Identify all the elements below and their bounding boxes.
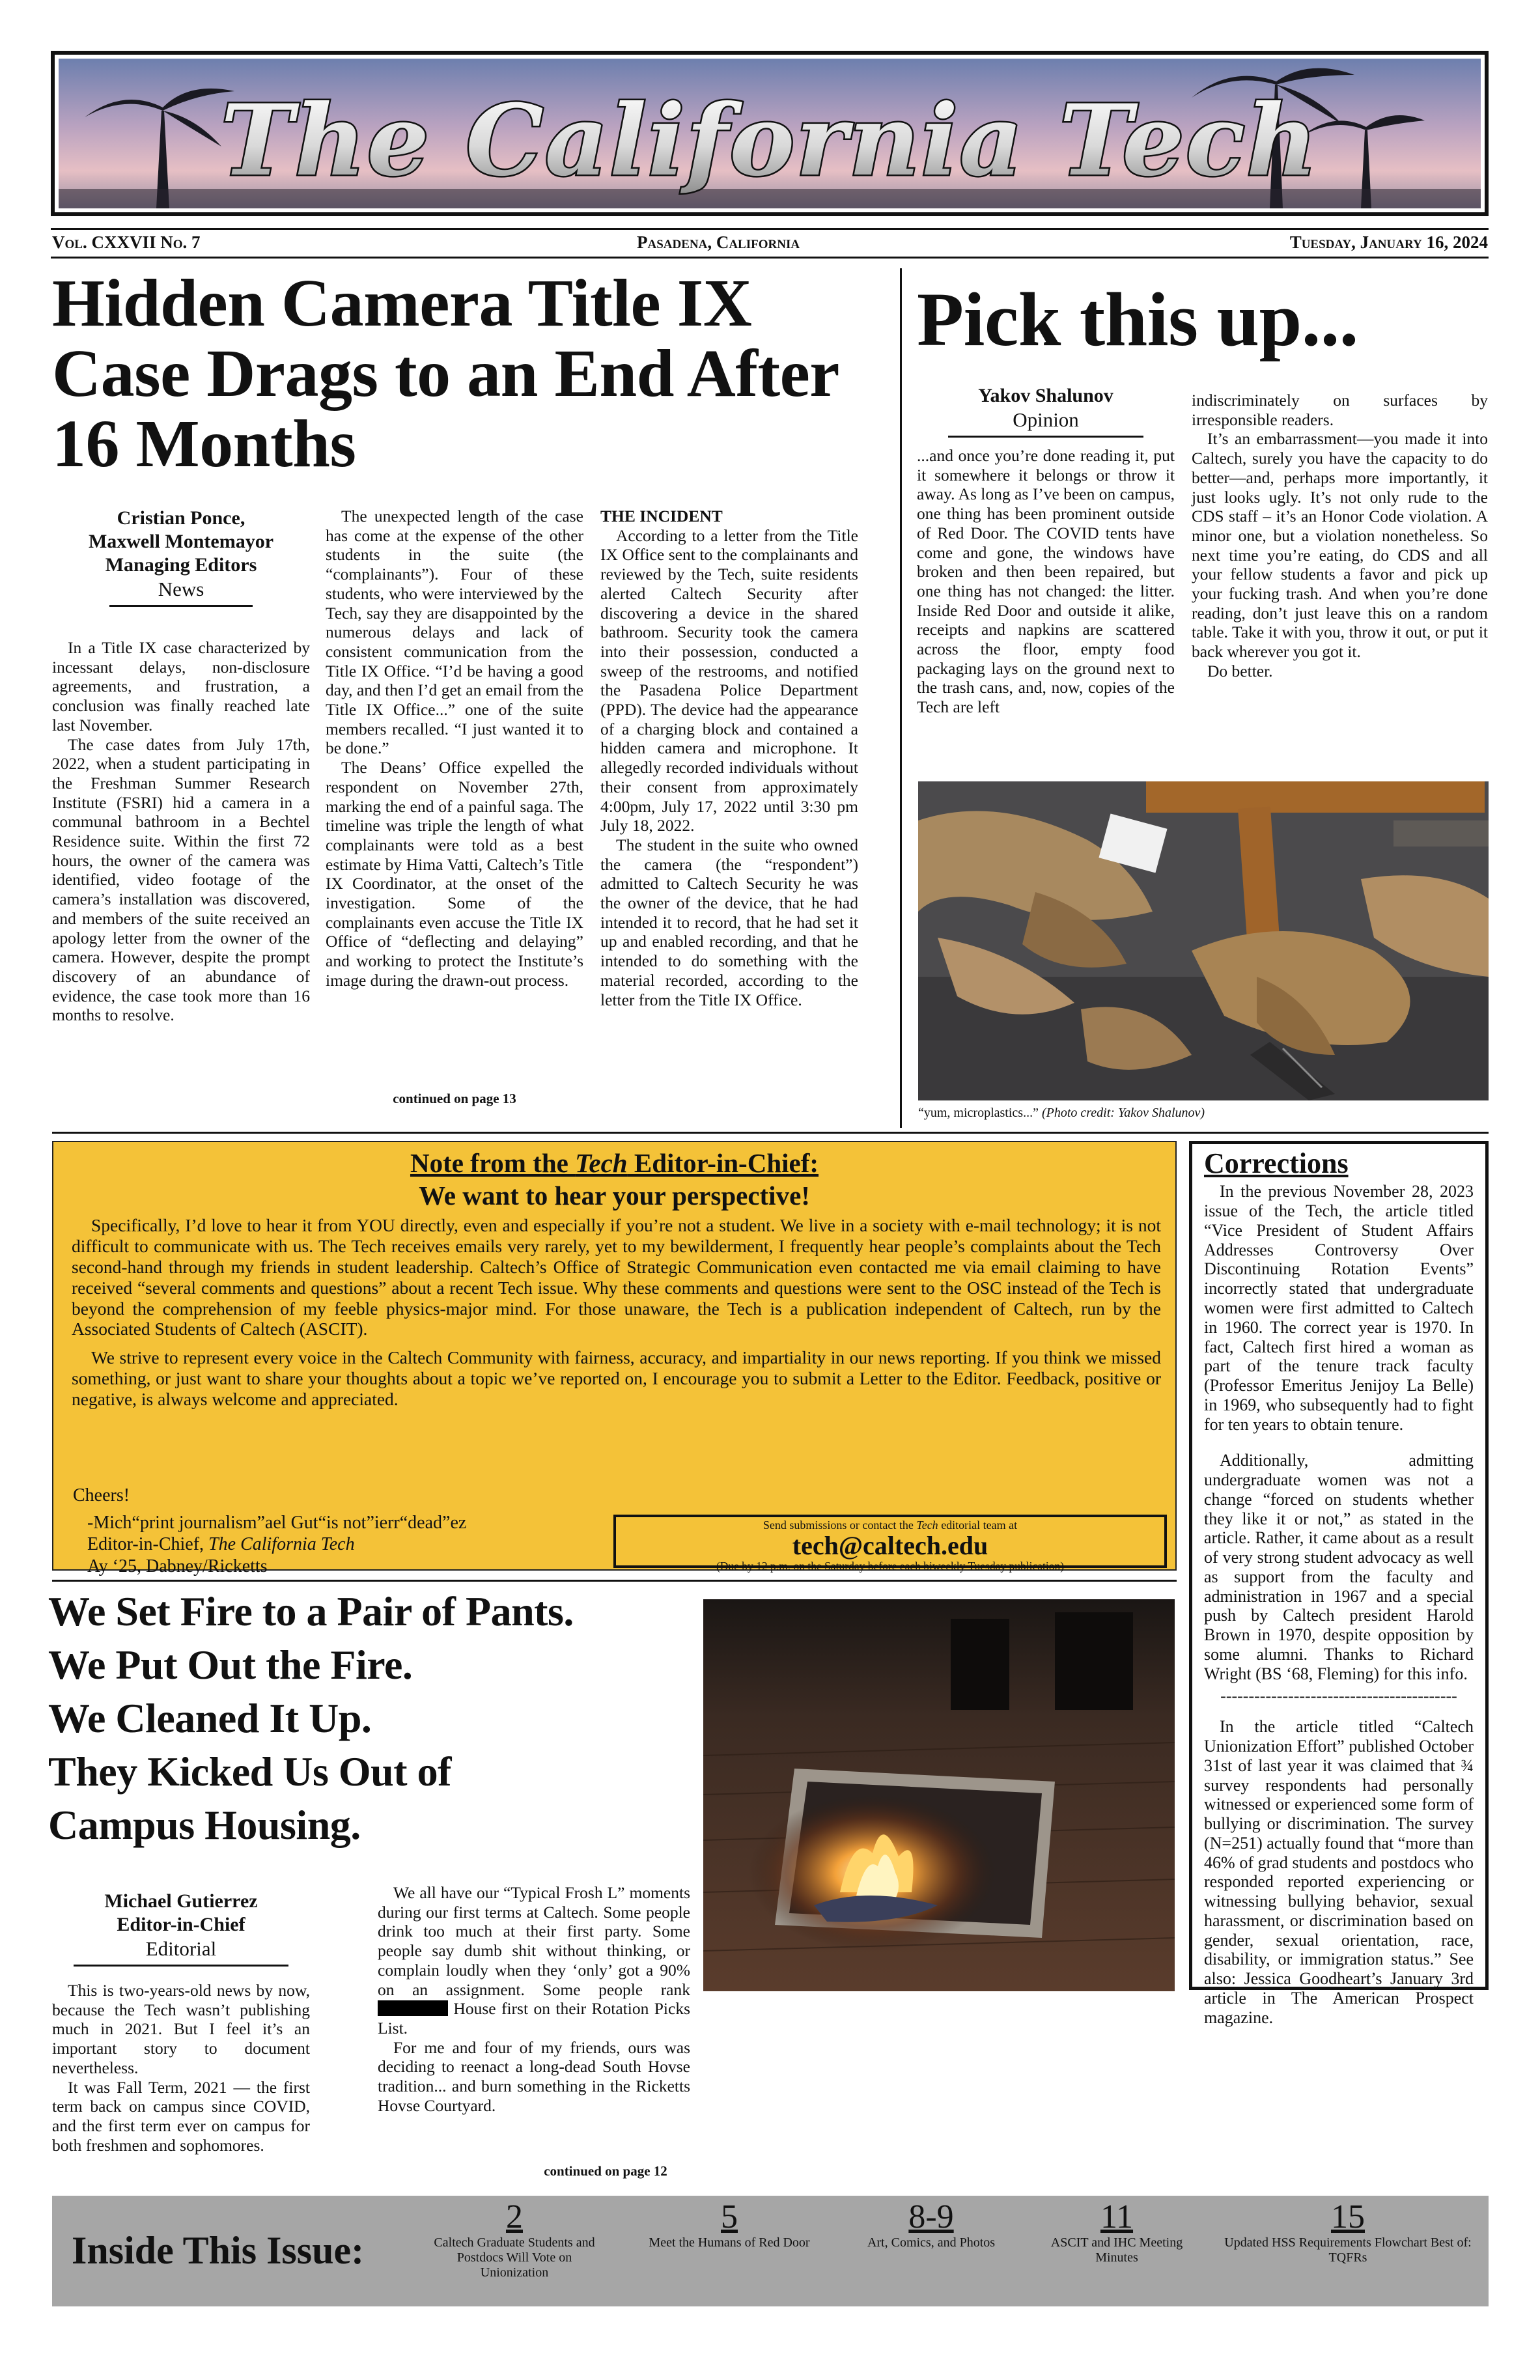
corrections-p2: Additionally, admitting undergraduate women was not a change “forced on students whether they like it or not,” as stated in the article. Rather, it came about as a result of very strong student advocacy as well as support from the faculty and administration in 1967 and a special push by Caltech president Harold Brown in 1970, despite opposition by some alumni. Thanks to Richard Wright (BS ‘68, Fleming) for this info. <box>1204 1451 1474 1683</box>
editor-note-p2: We strive to represent every voice in the Caltech Community with fairness, accuracy, and impartiality in our news reporting. If you think we missed something, or just want to share your thoughts about a topic we’ve reported on, I encourage you to submit a Letter to the Editor. Feedback, positive or negative, is always welcome and appreciated. <box>72 1347 1161 1410</box>
contact-email[interactable]: tech@caltech.edu <box>792 1531 988 1560</box>
editor-note-signature: Cheers! -Mich“print journalism”ael Gut“is not”ierr“dead”ez Editor-in-Chief, The California Tech Ay ‘25, Dabney/Ricketts <box>73 1485 467 1576</box>
submission-box: Send submissions or contact the Tech editorial team at tech@caltech.edu (Due by 12 p.m. on the Saturday before each biweekly Tuesday publication) <box>613 1515 1167 1568</box>
corrections-p3: In the article titled “Caltech Unionization Effort” published October 31st of last year it was claimed that ¾ survey respondents had personally witnessed or experienced some form of bullying or discrimination. The survey (N=251) actually found that “more than 46% of grad students and postdocs who responded reported experiencing or witnessing bullying behavior, sexual harassment, or discrimination based on gender, sexual orientation, race, disability, or immigration status.” See also: Jessica Goodheart’s January 3rd article in The American Prospect magazine. <box>1204 1717 1474 2027</box>
article1-byline-block <box>52 507 310 607</box>
corrections-separator: ------------------------------------------ <box>1220 1686 1457 1705</box>
article3-headline: We Set Fire to a Pair of Pants. We Put Out the Fire. We Cleaned It Up. They Kicked Us Out of Campus Housing. <box>48 1588 574 1848</box>
article2-section: Opinion <box>1013 408 1079 431</box>
article3-col1: This is two-years-old news by now, because the Tech wasn’t publishing much in 2021. But I feel it’s an important story to document nevertheless. It was Fall Term, 2021 — the first term back on campus since COVID, and the first term ever on campus for both freshmen and sophomores. <box>52 1981 310 2155</box>
inside-item-4[interactable]: 11 ASCIT and IHC Meeting Minutes <box>1050 2198 1183 2265</box>
article1-col1: In a Title IX case characterized by incessant delays, non-disclosure agreements, and frustration, a conclusion was finally reached late last November. The case dates from July 17th, 2022, when a student participating in the Freshman Summer Research Institute (FSRI) hid a camera in a communal bathroom in a Bechtel Residence suite. Within the first 72 hours, the owner of the camera was identified, video footage of the camera’s installation was discovered, and members of the suite received an apology letter from the owner of the camera. However, despite the prompt discovery of an abundance of evidence, the case took more than 16 months to resolve. <box>52 638 310 1025</box>
corrections-p1: In the previous November 28, 2023 issue of the Tech, the article titled “Vice President of Student Affairs Addresses Controversy Over Discontinuing Rotation Events” incorrectly stated that undergraduate women were first admitted to Caltech in 1960. The correct year is 1970. In fact, Caltech first hired a woman as part of the tenure track faculty (Professor Emeritus Jenijoy La Belle) in 1969, who subsequently had to fight for ten years to obtain tenure. <box>1204 1182 1474 1434</box>
editor-note-title: Note from the Tech Editor-in-Chief: <box>410 1148 819 1178</box>
litter-photo <box>918 781 1489 1100</box>
article1-byline: Cristian Ponce, Maxwell Montemayor Managing Editors <box>88 507 274 576</box>
article1-continued: continued on page 13 <box>393 1091 516 1106</box>
inside-item-5[interactable]: 15 Updated HSS Requirements Flowchart Best of: TQFRs <box>1224 2198 1472 2265</box>
article3-byline-block <box>52 1890 310 1967</box>
photo-caption: “yum, microplastics...” (Photo credit: Yakov Shalunov) <box>918 1106 1205 1120</box>
article2-col1: ...and once you’re done reading it, put it somewhere it belongs or throw it away. As long as I’ve been on campus, one thing has been prominent outside of Red Door. The COVID tents have come and gone, the windows have broken and then been repaired, but one thing has not changed: the litter. Inside Red Door and outside it alike, receipts and napkins are scattered across the floor, empty food packaging lays on the ground next to the trash cans, and, now, copies of the Tech are left <box>917 446 1175 717</box>
masthead-frame <box>51 51 1489 216</box>
editor-note-box <box>52 1141 1177 1576</box>
dateline-date: Tuesday, January 16, 2024 <box>1289 232 1488 252</box>
article1-col2: The unexpected length of the case has come at the expense of the other students in the suite (the “complainants”). Four of these students, who were interviewed by the Tech, say they are disappointed by the numerous delays and lack of consistent communication from the Title IX Office. “I’d be having a good day, and then I’d get an email from the Title IX Office...” one of the suite members recalled. “I just wanted it to be done.” The Deans’ Office expelled the respondent on November 27th, marking the end of a painful saga. The timeline was triple the length of what complainants were told as a best estimate by Hima Vatti, Caltech’s Title IX Coordinator, at the onset of the investigation. Some of the complainants even accuse the Title IX Office of “deflecting and delaying” and working to protect the Institute’s image during the drawn-out process. <box>326 507 583 990</box>
article3-continued: continued on page 12 <box>544 2163 667 2179</box>
article1-section: News <box>158 578 204 600</box>
redaction-bar <box>378 2000 448 2016</box>
masthead-banner <box>59 59 1481 208</box>
article3-byline: Michael Gutierrez Editor-in-Chief <box>104 1890 258 1935</box>
editor-note-subtitle: We want to hear your perspective! <box>419 1181 810 1211</box>
inside-label: Inside This Issue: <box>72 2229 365 2272</box>
article2-col2: indiscriminately on surfaces by irresponsible readers. It’s an embarrassment—you made it into Caltech, surely you have the capacity to do better—and, perhaps more importantly, it just looks ugly. It’s not only rude to the CDS staff – it’s an Honor Code violation. A minor one, but a violation nonetheless. So next time you’re eating, do CDS and all your fellow students a favor and pick up your fucking trash. And when you’re done reading, don’t just leave this on a random table. Take it with you, throw it out, or put it back wherever you got it. Do better. <box>1192 391 1488 680</box>
article3-col2: We all have our “Typical Frosh L” moments during our first terms at Caltech. Some people drink too much at their first party. Some people say dumb shit without thinking, or complain loudly when they ‘only’ got a 90% on an assignment. Some people rank House first on their Rotation Picks List. For me and four of my friends, ours was deciding to reenact a long-dead South Hovse tradition... and burn something in the Ricketts Hovse Courtyard. <box>378 1883 690 2115</box>
fire-photo <box>703 1599 1175 1991</box>
article2-byline: Yakov Shalunov <box>978 385 1113 406</box>
article2-byline-block <box>917 384 1175 438</box>
inside-item-3[interactable]: 8-9 Art, Comics, and Photos <box>867 2198 996 2250</box>
article3-section: Editorial <box>145 1937 217 1960</box>
article2-headline: Pick this up... <box>917 277 1358 362</box>
inside-item-2[interactable]: 5 Meet the Humans of Red Door <box>649 2198 810 2250</box>
article1-headline: Hidden Camera Title IX Case Drags to an End After 16 Months <box>52 266 839 482</box>
inside-this-issue-bar <box>52 2196 1489 2306</box>
dateline-vol: Vol. CXXVII No. 7 <box>52 232 201 252</box>
masthead-title: The California Tech <box>220 83 1319 198</box>
article1-col3: THE INCIDENT According to a letter from the Title IX Office sent to the complainants and reviewed by the Tech, suite residents alerted Caltech Security after discovering a device in the shared bathroom. Security took the camera into their possession, conducted a sweep of the restrooms, and notified the Pasadena Police Department (PPD). The device had the appearance of a charging block and contained a hidden camera and microphone. It allegedly recorded individuals without their consent from approximately 4:00pm, July 17, 2022 until 3:30 pm July 18, 2022. The student in the suite who owned the camera (the “respondent”) admitted to Caltech Security he was the owner of the device, that he had intended it to record, that he had set it up and enabled recording, and that he intended to do something with the material recorded, according to the letter from the Title IX Office. <box>600 507 858 1009</box>
corrections-title: Corrections <box>1204 1147 1349 1179</box>
corrections-box <box>1189 1141 1489 2027</box>
editor-note-p1: Specifically, I’d love to hear it from YOU directly, even and especially if you’re not a student. We live in a society with e-mail technology; it is not difficult to communicate with us. The Tech receives emails very rarely, yet to my bewilderment, I frequently hear people’s complaints about the Tech second-hand through my friends in student leadership. Caltech’s Office of Strategic Communication even contacted me via email claiming to have received “several comments and questions” about a recent Tech issue. Why these comments and questions were sent to the OSC instead of the Tech is beyond the comprehension of my feeble physics-major mind. For those unaware, the Tech is a publication independent of Caltech, run by the Associated Students of Caltech (ASCIT). <box>72 1215 1161 1339</box>
inside-item-1[interactable]: 2 Caltech Graduate Students and Postdocs Will Vote on Unionization <box>434 2198 595 2280</box>
dateline-city: Pasadena, California <box>637 232 800 252</box>
